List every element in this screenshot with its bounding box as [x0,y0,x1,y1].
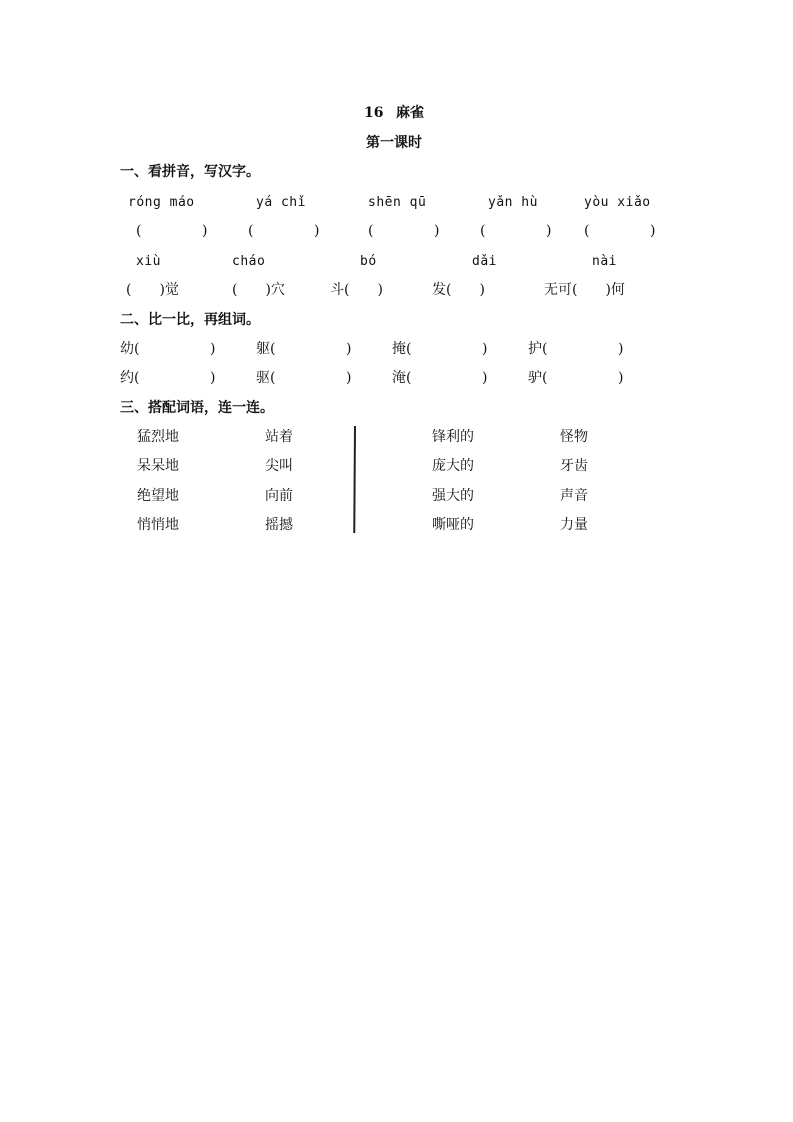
match-verb: 摇撼 [265,517,293,533]
word-xue: ( )穴 [232,282,285,298]
compare-char: 淹( [392,370,412,386]
compare-close: ) [482,370,488,386]
pinyin-yanhu: yǎn hù [488,195,538,210]
pinyin-xiu: xiù [136,254,161,269]
blank-close: ) [650,223,656,239]
compare-char: 躯( [256,341,276,357]
section1-heading: 一、看拼音，写汉字。 [120,164,260,180]
pinyin-youxiao: yòu xiǎo [584,195,651,210]
match-adverb: 呆呆地 [137,458,179,474]
blank-open: ( [480,223,486,239]
section2-heading: 二、比一比，再组词。 [120,312,260,328]
match-adverb: 猛烈地 [137,429,179,445]
compare-close: ) [618,341,624,357]
blank-open: ( [368,223,374,239]
lesson-subtitle: 第一课时 [366,135,422,151]
word-fa: 发( ) [432,282,485,298]
match-adverb: 悄悄地 [137,517,179,533]
blank-close: ) [202,223,208,239]
compare-close: ) [210,370,216,386]
match-noun: 力量 [560,517,588,533]
compare-close: ) [346,370,352,386]
compare-close: ) [346,341,352,357]
match-adjective: 嘶哑的 [432,517,474,533]
blank-open: ( [584,223,590,239]
pinyin-rongmao: róng máo [128,195,195,210]
match-adjective: 锋利的 [432,429,474,445]
match-adjective: 庞大的 [432,458,474,474]
compare-char: 护( [528,341,548,357]
blank-close: ) [546,223,552,239]
word-wukenaihe: 无可( )何 [544,282,625,298]
match-noun: 怪物 [560,429,588,445]
compare-char: 约( [120,370,140,386]
lesson-title: 麻雀 [396,105,424,121]
match-verb: 向前 [265,488,293,504]
blank-close: ) [434,223,440,239]
match-noun: 声音 [560,488,588,504]
blank-open: ( [248,223,254,239]
match-noun: 牙齿 [560,458,588,474]
pinyin-shenqu: shēn qū [368,195,427,210]
pinyin-dai: dǎi [472,254,497,269]
pinyin-chao: cháo [232,254,266,269]
word-dou: 斗( ) [330,282,383,298]
compare-char: 驴( [528,370,548,386]
blank-open: ( [136,223,142,239]
pinyin-bo: bó [360,254,377,269]
compare-char: 掩( [392,341,412,357]
compare-char: 幼( [120,341,140,357]
compare-close: ) [482,341,488,357]
match-adjective: 强大的 [432,488,474,504]
blank-close: ) [314,223,320,239]
compare-close: ) [618,370,624,386]
pinyin-nai: nài [592,254,617,269]
word-jue: ( )觉 [126,282,179,298]
match-verb: 站着 [265,429,293,445]
column-divider [353,426,356,533]
lesson-number: 16 [364,105,384,121]
compare-char: 驱( [256,370,276,386]
section3-heading: 三、搭配词语，连一连。 [120,400,274,416]
match-verb: 尖叫 [265,458,293,474]
compare-close: ) [210,341,216,357]
pinyin-yachi: yá chǐ [256,195,306,210]
match-adverb: 绝望地 [137,488,179,504]
